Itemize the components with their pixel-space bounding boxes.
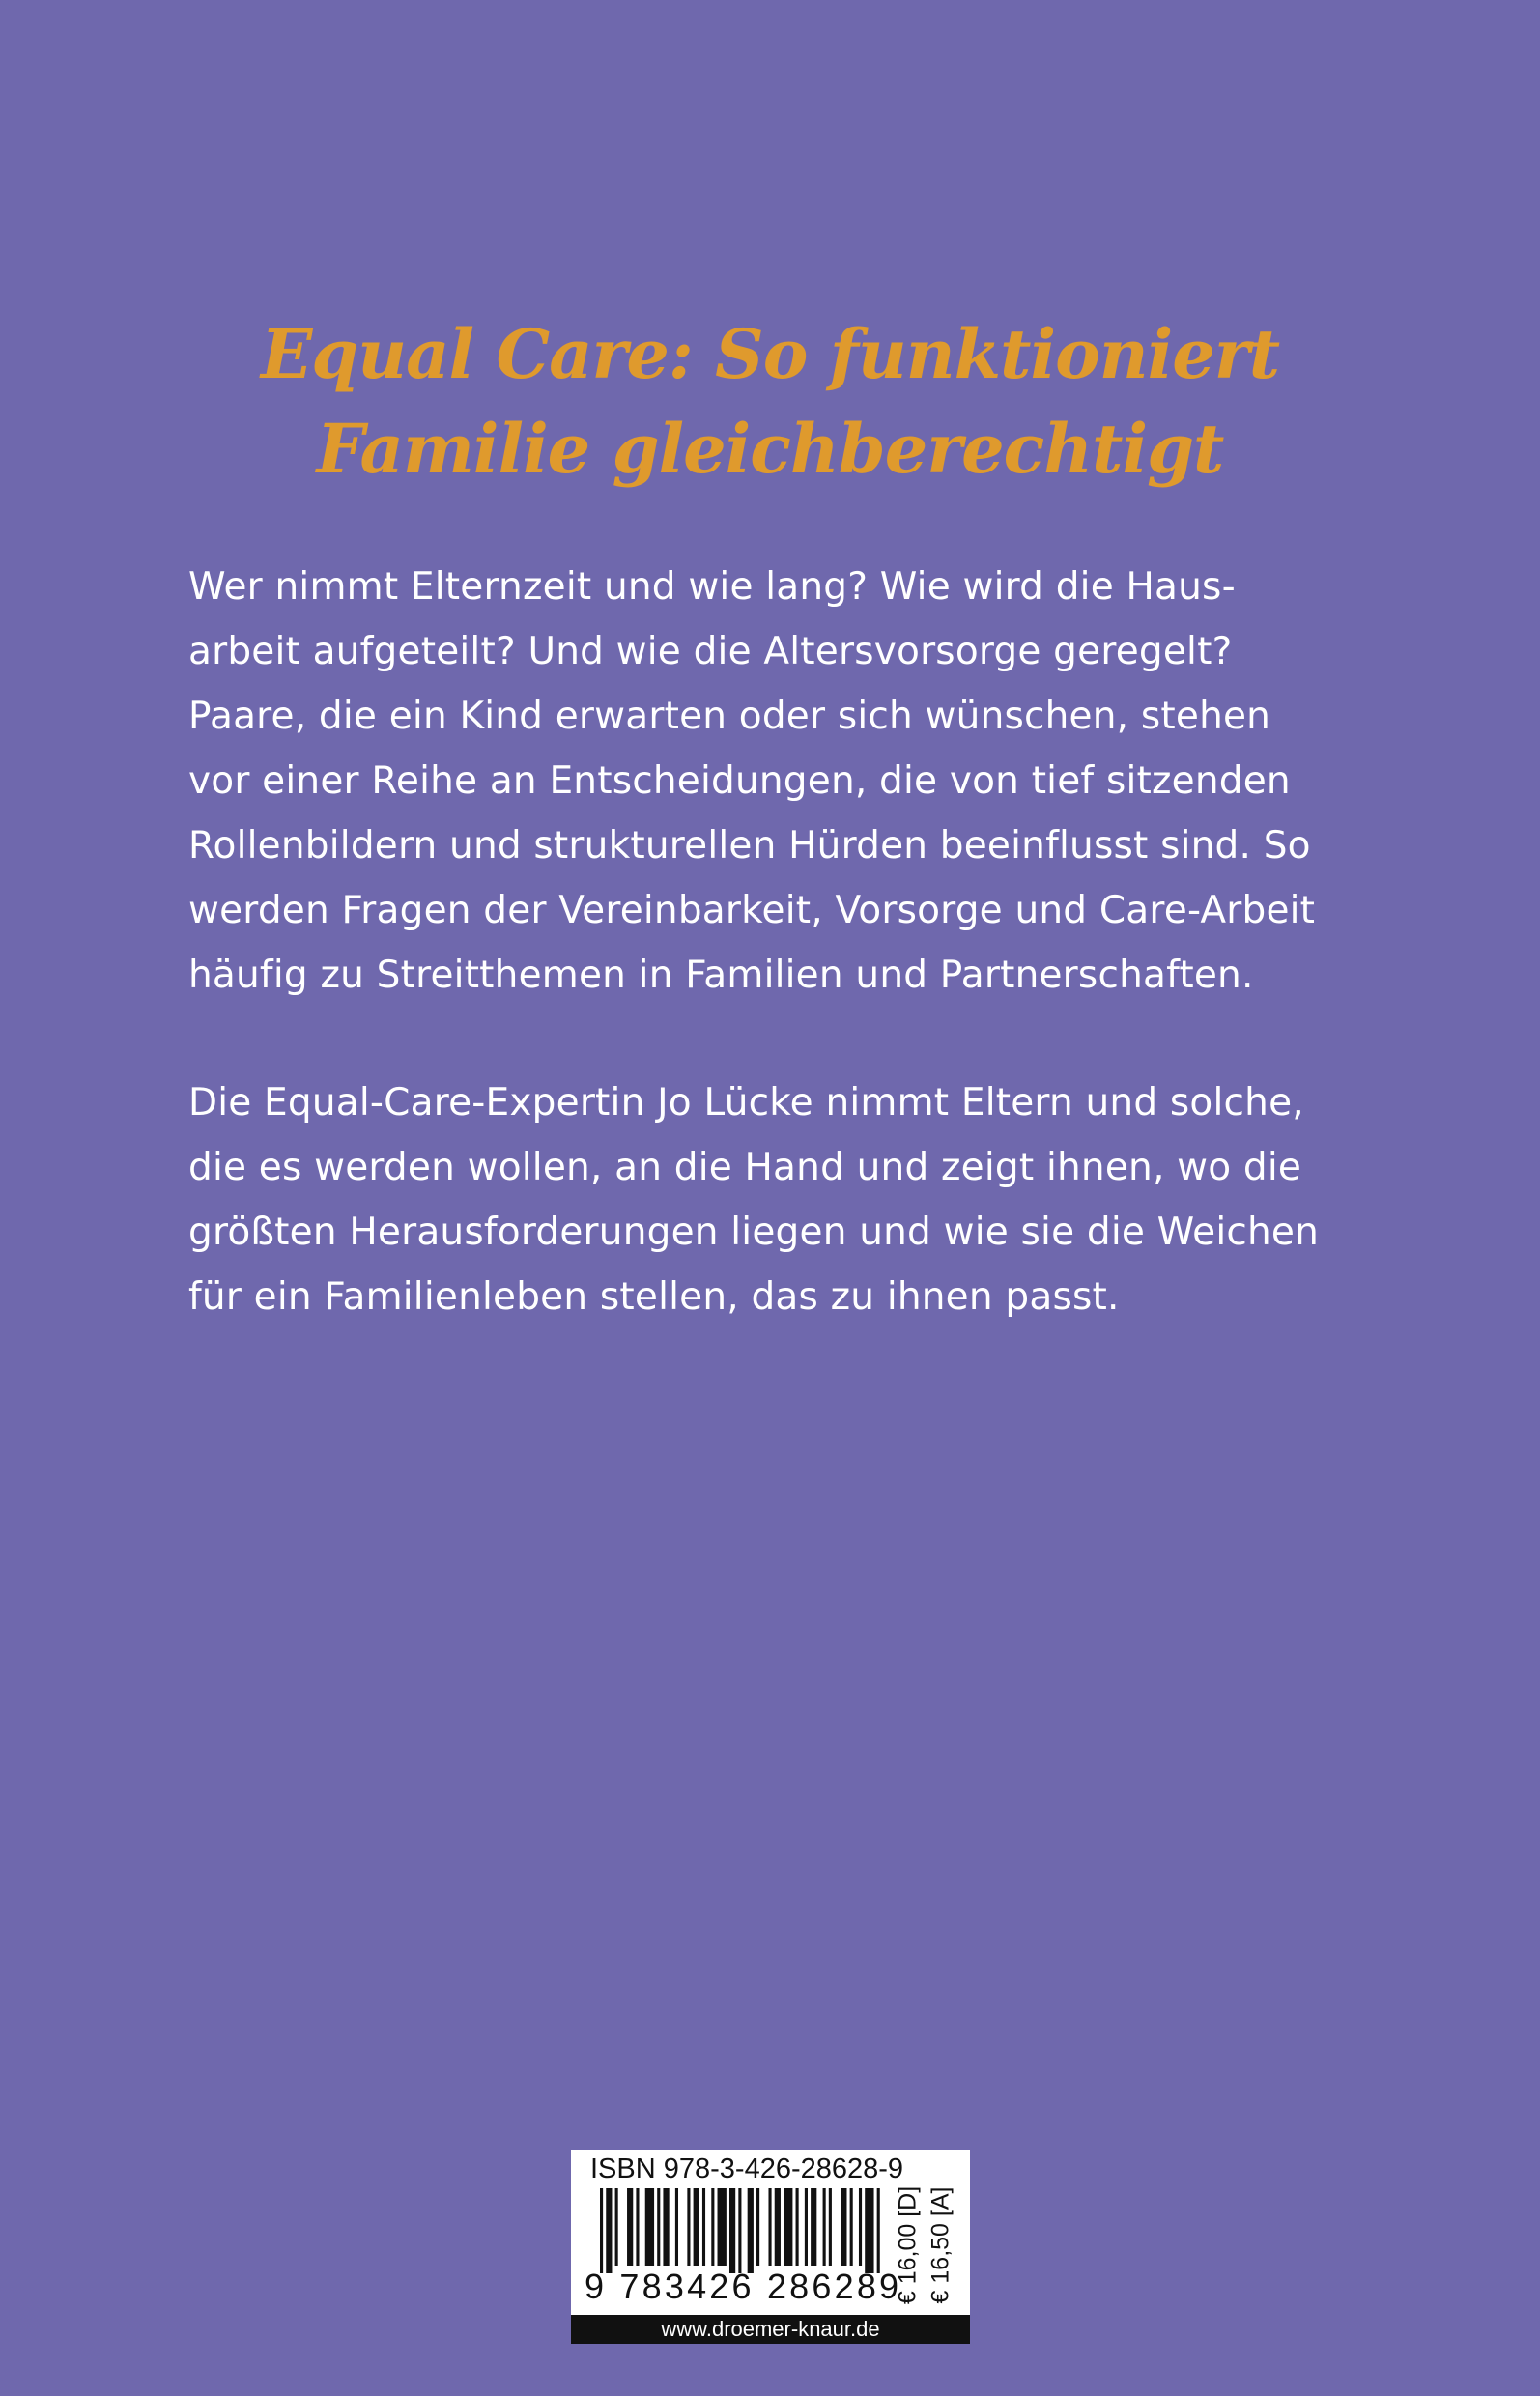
- paragraph-line: Die Equal-Care-Expertin Jo Lücke nimmt Eltern und solche,: [188, 1081, 1304, 1125]
- price-germany-label: € 16,00 [D]: [894, 2185, 922, 2305]
- barcode-bar: [636, 2188, 639, 2266]
- blurb-paragraph-2: [188, 1070, 1396, 1329]
- paragraph-line: vor einer Reihe an Entscheidungen, die von tief sitzenden: [188, 759, 1291, 803]
- barcode-bar: [811, 2188, 816, 2266]
- paragraph-line: häufig zu Streitthemen in Familien und Partnerschaften.: [188, 954, 1254, 997]
- barcode-bar: [756, 2188, 759, 2266]
- barcode-bar: [687, 2188, 690, 2266]
- barcode-bar: [711, 2188, 714, 2266]
- barcode-bar: [615, 2188, 618, 2266]
- barcode-bar: [805, 2188, 808, 2266]
- barcode-bar: [729, 2188, 735, 2273]
- price-germany: [894, 2185, 923, 2305]
- barcode-bar: [748, 2188, 754, 2273]
- barcode-bar: [718, 2188, 727, 2266]
- barcode-bar: [877, 2188, 880, 2273]
- barcode-bar: [627, 2188, 633, 2266]
- barcode-bar: [775, 2188, 781, 2266]
- paragraph-line: Paare, die ein Kind erwarten oder sich wünschen, stehen: [188, 695, 1271, 738]
- barcode-bar: [657, 2188, 660, 2266]
- barcode-bar: [675, 2188, 678, 2266]
- barcode-bar: [663, 2188, 669, 2266]
- barcode-bar: [702, 2188, 705, 2266]
- barcode-bar: [841, 2188, 846, 2266]
- paragraph-line: Wer nimmt Elternzeit und wie lang? Wie wird die Haus-: [188, 565, 1236, 609]
- isbn-barcode-box: [571, 2150, 970, 2343]
- barcode-bar: [694, 2188, 699, 2266]
- barcode-bar: [600, 2188, 603, 2273]
- barcode-bar: [784, 2188, 792, 2266]
- barcode-bar: [768, 2188, 771, 2266]
- barcode-bar: [850, 2188, 853, 2266]
- barcode-bar: [865, 2188, 873, 2273]
- barcode-bar: [829, 2188, 832, 2266]
- book-title: [0, 307, 1540, 497]
- paragraph-line: die es werden wollen, an die Hand und zeigt ihnen, wo die: [188, 1146, 1302, 1189]
- barcode-bar: [606, 2188, 612, 2273]
- isbn-label: ISBN 978-3-426-28628-9: [590, 2154, 904, 2184]
- paragraph-line: werden Fragen der Vereinbarkeit, Vorsorge und Care-Arbeit: [188, 889, 1316, 932]
- price-austria-label: € 16,50 [A]: [927, 2186, 955, 2304]
- paragraph-line: für ein Familienleben stellen, das zu ihnen passt.: [188, 1275, 1120, 1319]
- barcode-bar: [796, 2188, 799, 2266]
- paragraph-line: größten Herausforderungen liegen und wie sie die Weichen: [188, 1211, 1320, 1254]
- barcode-icon: [600, 2188, 886, 2273]
- barcode-bar: [738, 2188, 741, 2273]
- blurb-paragraph-1: [188, 555, 1396, 1008]
- barcode-bar: [859, 2188, 862, 2266]
- price-austria: [927, 2188, 955, 2302]
- paragraph-line: arbeit aufgeteilt? Und wie die Altersvorsorge geregelt?: [188, 630, 1233, 673]
- publisher-url: www.droemer-knaur.de: [571, 2315, 970, 2344]
- barcode-bar: [823, 2188, 826, 2266]
- barcode-bar: [645, 2188, 654, 2266]
- paragraph-line: Rollenbildern und strukturellen Hürden beeinflusst sind. So: [188, 824, 1311, 868]
- barcode-digits: 9 783426 286289: [585, 2267, 902, 2306]
- title-line-2: Familie gleichberechtigt: [316, 409, 1224, 489]
- title-line-1: Equal Care: So funktioniert: [260, 314, 1280, 394]
